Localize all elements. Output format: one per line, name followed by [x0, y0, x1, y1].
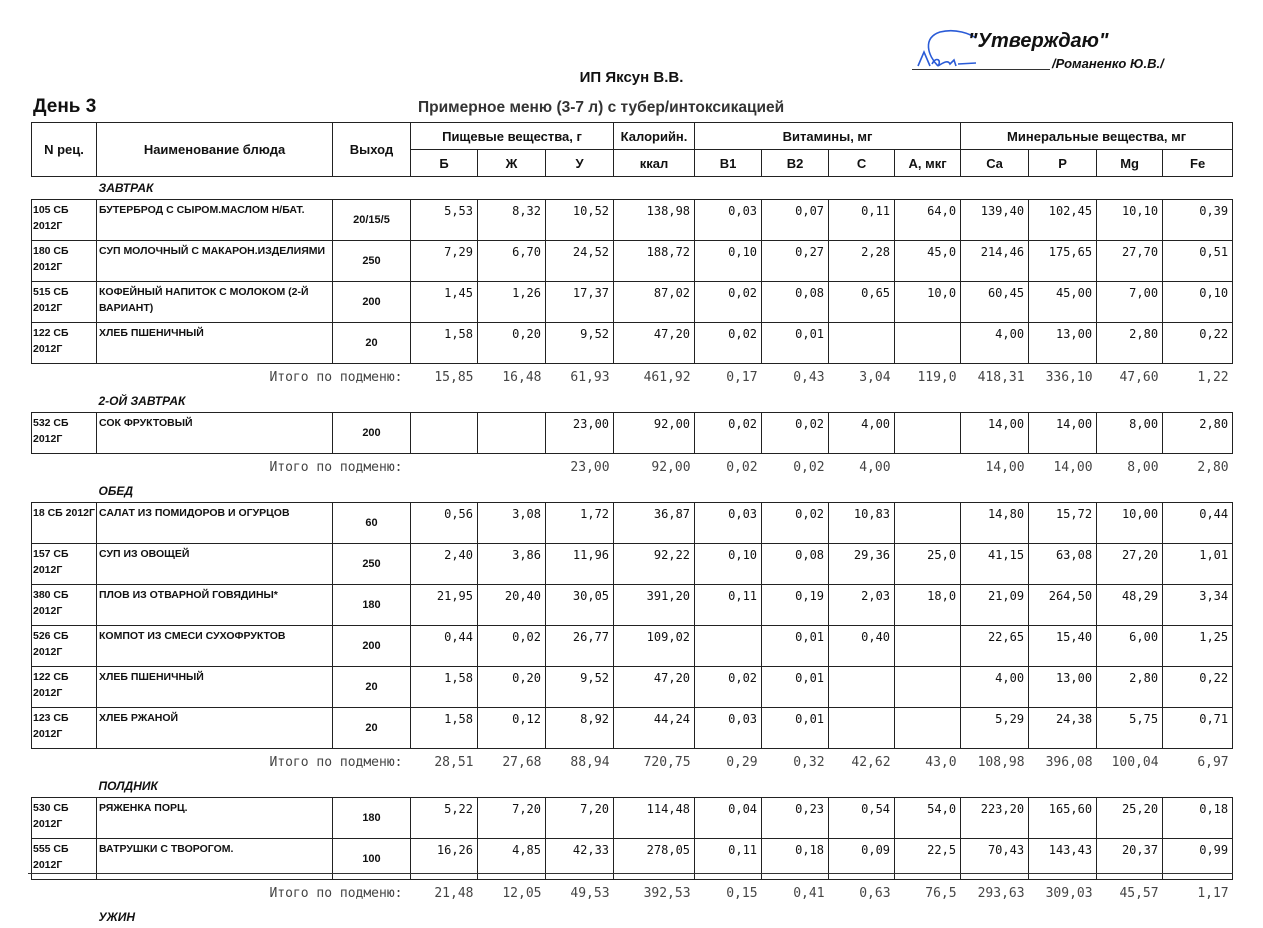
- value-cell: 44,24: [614, 708, 695, 749]
- value-cell: 26,77: [546, 626, 614, 667]
- section-row: [32, 177, 1233, 200]
- total-value: [411, 454, 478, 481]
- value-cell: 102,45: [1029, 200, 1097, 241]
- value-cell: 0,23: [762, 798, 829, 839]
- value-cell: 17,37: [546, 282, 614, 323]
- header-b: Б: [411, 150, 478, 177]
- value-cell: 0,04: [695, 798, 762, 839]
- recipe-code: 157 СБ 2012Г: [32, 544, 97, 585]
- total-value: 23,00: [546, 454, 614, 481]
- section-row: [32, 775, 1233, 798]
- dish-name: СУП ИЗ ОВОЩЕЙ: [97, 544, 333, 585]
- value-cell: [895, 413, 961, 454]
- value-cell: 0,22: [1163, 667, 1233, 708]
- table-row: [32, 585, 1233, 626]
- total-value: 461,92: [614, 364, 695, 391]
- dish-name: КОМПОТ ИЗ СМЕСИ СУХОФРУКТОВ: [97, 626, 333, 667]
- total-value: 2,80: [1163, 454, 1233, 481]
- dish-output: 250: [333, 241, 411, 282]
- value-cell: 3,08: [478, 503, 546, 544]
- total-value: 45,57: [1097, 880, 1163, 907]
- value-cell: 42,33: [546, 839, 614, 880]
- value-cell: 24,38: [1029, 708, 1097, 749]
- total-value: 0,41: [762, 880, 829, 907]
- value-cell: 264,50: [1029, 585, 1097, 626]
- value-cell: 18,0: [895, 585, 961, 626]
- header-output: Выход: [333, 123, 411, 177]
- value-cell: [895, 503, 961, 544]
- value-cell: 20,40: [478, 585, 546, 626]
- value-cell: 5,29: [961, 708, 1029, 749]
- value-cell: 7,20: [546, 798, 614, 839]
- recipe-code: 380 СБ 2012Г: [32, 585, 97, 626]
- total-value: 392,53: [614, 880, 695, 907]
- value-cell: 9,52: [546, 667, 614, 708]
- total-value: 49,53: [546, 880, 614, 907]
- value-cell: 1,25: [1163, 626, 1233, 667]
- table-row: [32, 626, 1233, 667]
- total-value: 8,00: [1097, 454, 1163, 481]
- dish-output: 20: [333, 708, 411, 749]
- value-cell: 0,11: [829, 200, 895, 241]
- value-cell: 21,95: [411, 585, 478, 626]
- value-cell: 70,43: [961, 839, 1029, 880]
- total-value: 21,48: [411, 880, 478, 907]
- value-cell: 0,99: [1163, 839, 1233, 880]
- value-cell: 0,27: [762, 241, 829, 282]
- value-cell: 5,22: [411, 798, 478, 839]
- value-cell: 278,05: [614, 839, 695, 880]
- value-cell: 10,00: [1097, 503, 1163, 544]
- dish-name: КОФЕЙНЫЙ НАПИТОК С МОЛОКОМ (2-Й ВАРИАНТ): [97, 282, 333, 323]
- value-cell: 60,45: [961, 282, 1029, 323]
- dish-name: РЯЖЕНКА ПОРЦ.: [97, 798, 333, 839]
- value-cell: 14,00: [1029, 413, 1097, 454]
- total-row: [32, 749, 1233, 776]
- dish-output: 180: [333, 585, 411, 626]
- value-cell: 0,01: [762, 323, 829, 364]
- table-row: [32, 798, 1233, 839]
- value-cell: 0,44: [1163, 503, 1233, 544]
- table-row: [32, 708, 1233, 749]
- menu-table: [31, 122, 1233, 928]
- value-cell: 391,20: [614, 585, 695, 626]
- value-cell: 14,00: [961, 413, 1029, 454]
- header-b2: B2: [762, 150, 829, 177]
- recipe-code: 532 СБ 2012Г: [32, 413, 97, 454]
- value-cell: 48,29: [1097, 585, 1163, 626]
- section-title: ПОЛДНИК: [97, 775, 1233, 798]
- dish-name: СОК ФРУКТОВЫЙ: [97, 413, 333, 454]
- value-cell: 2,40: [411, 544, 478, 585]
- total-value: 293,63: [961, 880, 1029, 907]
- section-title: ОБЕД: [97, 480, 1233, 503]
- value-cell: 4,00: [961, 323, 1029, 364]
- value-cell: 47,20: [614, 667, 695, 708]
- value-cell: 47,20: [614, 323, 695, 364]
- table-row: [32, 544, 1233, 585]
- total-value: 42,62: [829, 749, 895, 776]
- total-row: [32, 364, 1233, 391]
- value-cell: 25,20: [1097, 798, 1163, 839]
- dish-name: ХЛЕБ РЖАНОЙ: [97, 708, 333, 749]
- total-value: 76,5: [895, 880, 961, 907]
- table-row: [32, 413, 1233, 454]
- total-value: 0,17: [695, 364, 762, 391]
- header-fe: Fe: [1163, 150, 1233, 177]
- dish-name: СУП МОЛОЧНЫЙ С МАКАРОН.ИЗДЕЛИЯМИ: [97, 241, 333, 282]
- value-cell: 1,26: [478, 282, 546, 323]
- total-value: 0,43: [762, 364, 829, 391]
- value-cell: 13,00: [1029, 323, 1097, 364]
- value-cell: 0,20: [478, 323, 546, 364]
- value-cell: 0,03: [695, 200, 762, 241]
- value-cell: 87,02: [614, 282, 695, 323]
- value-cell: 0,08: [762, 282, 829, 323]
- total-value: 4,00: [829, 454, 895, 481]
- value-cell: 63,08: [1029, 544, 1097, 585]
- total-value: 119,0: [895, 364, 961, 391]
- total-value: 14,00: [1029, 454, 1097, 481]
- value-cell: 0,54: [829, 798, 895, 839]
- value-cell: 30,05: [546, 585, 614, 626]
- value-cell: 0,02: [695, 323, 762, 364]
- value-cell: 5,53: [411, 200, 478, 241]
- dish-name: САЛАТ ИЗ ПОМИДОРОВ И ОГУРЦОВ: [97, 503, 333, 544]
- recipe-code: 180 СБ 2012Г: [32, 241, 97, 282]
- value-cell: 175,65: [1029, 241, 1097, 282]
- value-cell: 2,80: [1097, 667, 1163, 708]
- value-cell: 0,02: [762, 503, 829, 544]
- value-cell: 5,75: [1097, 708, 1163, 749]
- header-mg: Mg: [1097, 150, 1163, 177]
- dish-output: 180: [333, 798, 411, 839]
- value-cell: 15,40: [1029, 626, 1097, 667]
- bottom-divider: [28, 873, 1233, 874]
- total-value: 88,94: [546, 749, 614, 776]
- value-cell: 2,28: [829, 241, 895, 282]
- dish-output: 20: [333, 667, 411, 708]
- value-cell: 36,87: [614, 503, 695, 544]
- total-value: 1,22: [1163, 364, 1233, 391]
- dish-name: ХЛЕБ ПШЕНИЧНЫЙ: [97, 667, 333, 708]
- value-cell: [478, 413, 546, 454]
- value-cell: 1,58: [411, 323, 478, 364]
- value-cell: 7,29: [411, 241, 478, 282]
- value-cell: 0,02: [762, 413, 829, 454]
- header-name: Наименование блюда: [97, 123, 333, 177]
- total-value: 336,10: [1029, 364, 1097, 391]
- value-cell: 0,65: [829, 282, 895, 323]
- approver-name: /Романенко Ю.В./: [1052, 56, 1164, 71]
- total-value: 0,29: [695, 749, 762, 776]
- value-cell: 4,85: [478, 839, 546, 880]
- section-title: УЖИН: [97, 906, 1233, 928]
- dish-output: 20: [333, 323, 411, 364]
- total-value: 0,02: [762, 454, 829, 481]
- header-ca: Ca: [961, 150, 1029, 177]
- value-cell: 10,10: [1097, 200, 1163, 241]
- total-value: 28,51: [411, 749, 478, 776]
- recipe-code: 122 СБ 2012Г: [32, 667, 97, 708]
- header-p: P: [1029, 150, 1097, 177]
- value-cell: [829, 708, 895, 749]
- total-value: 43,0: [895, 749, 961, 776]
- table-row: [32, 200, 1233, 241]
- value-cell: 21,09: [961, 585, 1029, 626]
- total-value: 396,08: [1029, 749, 1097, 776]
- header-a: А, мкг: [895, 150, 961, 177]
- dish-name: БУТЕРБРОД С СЫРОМ.МАСЛОМ Н/БАТ.: [97, 200, 333, 241]
- value-cell: 0,12: [478, 708, 546, 749]
- value-cell: [695, 626, 762, 667]
- value-cell: 0,02: [695, 413, 762, 454]
- value-cell: 20,37: [1097, 839, 1163, 880]
- dish-name: ВАТРУШКИ С ТВОРОГОМ.: [97, 839, 333, 880]
- value-cell: 29,36: [829, 544, 895, 585]
- value-cell: 3,86: [478, 544, 546, 585]
- table-row: [32, 241, 1233, 282]
- value-cell: 10,52: [546, 200, 614, 241]
- value-cell: 139,40: [961, 200, 1029, 241]
- dish-name: ПЛОВ ИЗ ОТВАРНОЙ ГОВЯДИНЫ*: [97, 585, 333, 626]
- value-cell: 1,01: [1163, 544, 1233, 585]
- value-cell: 0,02: [478, 626, 546, 667]
- value-cell: 14,80: [961, 503, 1029, 544]
- value-cell: [895, 323, 961, 364]
- value-cell: [895, 667, 961, 708]
- value-cell: 0,39: [1163, 200, 1233, 241]
- value-cell: 143,43: [1029, 839, 1097, 880]
- header-vitamins: Витамины, мг: [695, 123, 961, 150]
- header-u: У: [546, 150, 614, 177]
- total-value: 14,00: [961, 454, 1029, 481]
- value-cell: 0,01: [762, 667, 829, 708]
- value-cell: 214,46: [961, 241, 1029, 282]
- value-cell: 0,44: [411, 626, 478, 667]
- value-cell: 0,01: [762, 626, 829, 667]
- value-cell: 0,03: [695, 708, 762, 749]
- table-row: [32, 667, 1233, 708]
- recipe-code: 122 СБ 2012Г: [32, 323, 97, 364]
- value-cell: 0,02: [695, 667, 762, 708]
- dish-output: 20/15/5: [333, 200, 411, 241]
- value-cell: 1,58: [411, 708, 478, 749]
- value-cell: 8,00: [1097, 413, 1163, 454]
- value-cell: 0,01: [762, 708, 829, 749]
- value-cell: 10,0: [895, 282, 961, 323]
- value-cell: 13,00: [1029, 667, 1097, 708]
- value-cell: 0,10: [1163, 282, 1233, 323]
- value-cell: 7,20: [478, 798, 546, 839]
- value-cell: 0,02: [695, 282, 762, 323]
- recipe-code: 515 СБ 2012Г: [32, 282, 97, 323]
- value-cell: 11,96: [546, 544, 614, 585]
- recipe-code: 18 СБ 2012Г: [32, 503, 97, 544]
- value-cell: 0,09: [829, 839, 895, 880]
- header-code: N рец.: [32, 123, 97, 177]
- total-value: 92,00: [614, 454, 695, 481]
- value-cell: [829, 323, 895, 364]
- total-value: [478, 454, 546, 481]
- value-cell: 0,19: [762, 585, 829, 626]
- value-cell: [895, 626, 961, 667]
- table-row: [32, 503, 1233, 544]
- value-cell: 0,22: [1163, 323, 1233, 364]
- value-cell: 3,34: [1163, 585, 1233, 626]
- menu-title: Примерное меню (3-7 л) с тубер/интоксикацией: [418, 99, 784, 117]
- value-cell: 4,00: [961, 667, 1029, 708]
- section-title: 2-ОЙ ЗАВТРАК: [97, 390, 1233, 413]
- value-cell: 188,72: [614, 241, 695, 282]
- value-cell: 2,80: [1097, 323, 1163, 364]
- total-value: 108,98: [961, 749, 1029, 776]
- value-cell: [829, 667, 895, 708]
- total-value: 3,04: [829, 364, 895, 391]
- value-cell: 0,56: [411, 503, 478, 544]
- value-cell: 22,5: [895, 839, 961, 880]
- total-value: 720,75: [614, 749, 695, 776]
- value-cell: 0,40: [829, 626, 895, 667]
- recipe-code: 123 СБ 2012Г: [32, 708, 97, 749]
- header-nutrients: Пищевые вещества, г: [411, 123, 614, 150]
- dish-output: 250: [333, 544, 411, 585]
- value-cell: 6,00: [1097, 626, 1163, 667]
- total-value: 418,31: [961, 364, 1029, 391]
- value-cell: 0,10: [695, 544, 762, 585]
- value-cell: 45,0: [895, 241, 961, 282]
- total-value: 0,02: [695, 454, 762, 481]
- value-cell: 0,18: [762, 839, 829, 880]
- total-value: 15,85: [411, 364, 478, 391]
- value-cell: 9,52: [546, 323, 614, 364]
- value-cell: [895, 708, 961, 749]
- recipe-code: 530 СБ 2012Г: [32, 798, 97, 839]
- value-cell: 223,20: [961, 798, 1029, 839]
- total-value: 309,03: [1029, 880, 1097, 907]
- header-minerals: Минеральные вещества, мг: [961, 123, 1233, 150]
- section-row: [32, 390, 1233, 413]
- section-title: ЗАВТРАК: [97, 177, 1233, 200]
- value-cell: 10,83: [829, 503, 895, 544]
- value-cell: 0,08: [762, 544, 829, 585]
- value-cell: 0,11: [695, 839, 762, 880]
- total-value: 100,04: [1097, 749, 1163, 776]
- recipe-code: 105 СБ 2012Г: [32, 200, 97, 241]
- value-cell: 0,03: [695, 503, 762, 544]
- value-cell: 0,20: [478, 667, 546, 708]
- dish-output: 200: [333, 626, 411, 667]
- day-label: День 3: [33, 96, 96, 118]
- section-row: [32, 906, 1233, 928]
- value-cell: 27,70: [1097, 241, 1163, 282]
- header-calories: Калорийн.: [614, 123, 695, 150]
- value-cell: 54,0: [895, 798, 961, 839]
- value-cell: 2,03: [829, 585, 895, 626]
- section-row: [32, 480, 1233, 503]
- total-value: 0,32: [762, 749, 829, 776]
- value-cell: 15,72: [1029, 503, 1097, 544]
- total-value: 0,15: [695, 880, 762, 907]
- header-kcal: ккал: [614, 150, 695, 177]
- total-value: 6,97: [1163, 749, 1233, 776]
- value-cell: 64,0: [895, 200, 961, 241]
- organization-name: ИП Яксун В.В.: [0, 69, 1263, 86]
- total-value: 47,60: [1097, 364, 1163, 391]
- value-cell: 4,00: [829, 413, 895, 454]
- value-cell: 8,32: [478, 200, 546, 241]
- total-value: 61,93: [546, 364, 614, 391]
- total-label: Итого по подменю:: [32, 454, 411, 481]
- recipe-code: 555 СБ 2012Г: [32, 839, 97, 880]
- value-cell: 25,0: [895, 544, 961, 585]
- value-cell: 165,60: [1029, 798, 1097, 839]
- table-row: [32, 323, 1233, 364]
- value-cell: 24,52: [546, 241, 614, 282]
- value-cell: 0,07: [762, 200, 829, 241]
- value-cell: 0,71: [1163, 708, 1233, 749]
- total-label: Итого по подменю:: [32, 364, 411, 391]
- total-row: [32, 454, 1233, 481]
- value-cell: 1,45: [411, 282, 478, 323]
- value-cell: 1,58: [411, 667, 478, 708]
- value-cell: 23,00: [546, 413, 614, 454]
- total-value: [895, 454, 961, 481]
- dish-output: 60: [333, 503, 411, 544]
- value-cell: 0,10: [695, 241, 762, 282]
- value-cell: 138,98: [614, 200, 695, 241]
- value-cell: 16,26: [411, 839, 478, 880]
- total-label: Итого по подменю:: [32, 880, 411, 907]
- menu-body: [32, 177, 1233, 928]
- value-cell: 27,20: [1097, 544, 1163, 585]
- total-value: 1,17: [1163, 880, 1233, 907]
- value-cell: 41,15: [961, 544, 1029, 585]
- value-cell: 114,48: [614, 798, 695, 839]
- value-cell: 0,51: [1163, 241, 1233, 282]
- approve-title: "Утверждаю": [968, 30, 1108, 53]
- value-cell: 45,00: [1029, 282, 1097, 323]
- value-cell: 2,80: [1163, 413, 1233, 454]
- total-label: Итого по подменю:: [32, 749, 411, 776]
- value-cell: 92,22: [614, 544, 695, 585]
- dish-output: 100: [333, 839, 411, 880]
- value-cell: 1,72: [546, 503, 614, 544]
- recipe-code: 526 СБ 2012Г: [32, 626, 97, 667]
- value-cell: 0,11: [695, 585, 762, 626]
- value-cell: 7,00: [1097, 282, 1163, 323]
- dish-name: ХЛЕБ ПШЕНИЧНЫЙ: [97, 323, 333, 364]
- dish-output: 200: [333, 413, 411, 454]
- dish-output: 200: [333, 282, 411, 323]
- total-value: 27,68: [478, 749, 546, 776]
- value-cell: 22,65: [961, 626, 1029, 667]
- value-cell: [411, 413, 478, 454]
- total-value: 0,63: [829, 880, 895, 907]
- header-zh: Ж: [478, 150, 546, 177]
- total-value: 16,48: [478, 364, 546, 391]
- header-b1: B1: [695, 150, 762, 177]
- total-value: 12,05: [478, 880, 546, 907]
- table-row: [32, 282, 1233, 323]
- value-cell: 6,70: [478, 241, 546, 282]
- value-cell: 109,02: [614, 626, 695, 667]
- header-c: C: [829, 150, 895, 177]
- value-cell: 8,92: [546, 708, 614, 749]
- value-cell: 92,00: [614, 413, 695, 454]
- value-cell: 0,18: [1163, 798, 1233, 839]
